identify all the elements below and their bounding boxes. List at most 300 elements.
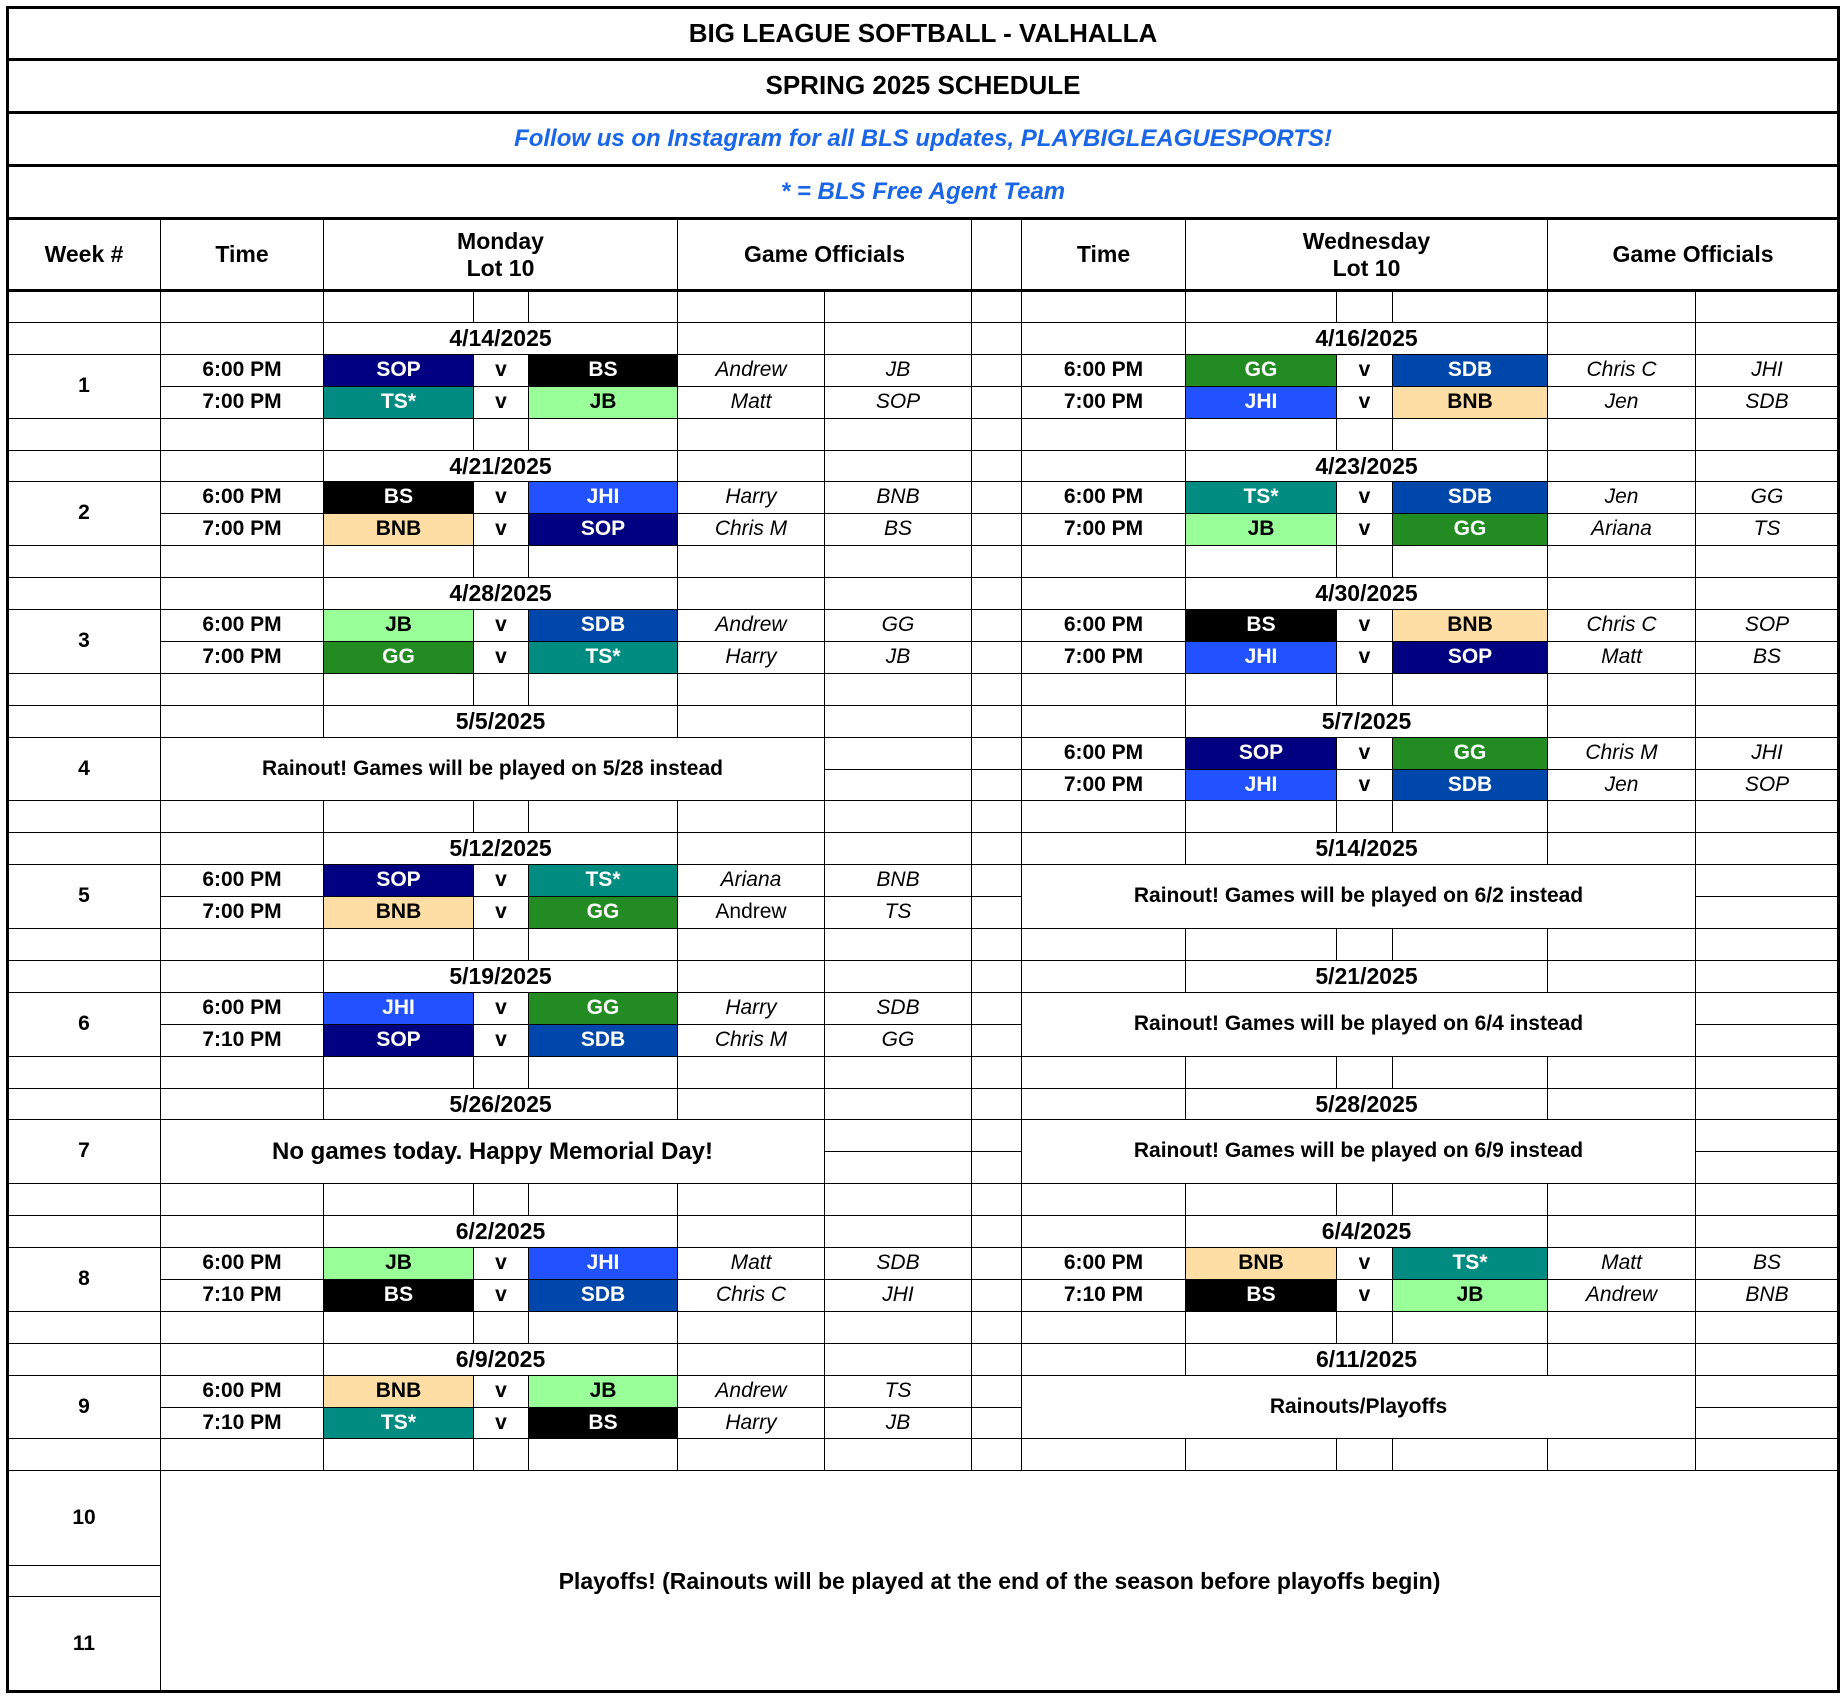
spacer-column <box>971 641 1022 674</box>
monday-date-text: 4/21/2025 <box>449 452 552 479</box>
empty-cell <box>7 928 161 961</box>
empty-cell <box>7 418 161 451</box>
official-team <box>1695 386 1839 419</box>
home-team-text: BNB <box>375 1379 422 1403</box>
versus-label <box>1336 354 1393 387</box>
away-team-text: JB <box>589 1379 617 1403</box>
official-team <box>1695 354 1839 387</box>
away-team <box>528 1024 678 1057</box>
versus-label-text: v <box>495 613 507 637</box>
spacer-column <box>971 1119 1022 1152</box>
empty-cell <box>323 290 474 323</box>
empty-cell <box>473 290 529 323</box>
empty-cell <box>1547 450 1696 482</box>
away-team-text: SOP <box>1447 645 1493 669</box>
empty-cell <box>971 418 1022 451</box>
empty-cell <box>1695 705 1839 738</box>
empty-cell <box>677 1311 825 1344</box>
week-number <box>7 1375 161 1439</box>
week-number-text: 2 <box>78 501 90 525</box>
versus-label-text: v <box>495 358 507 382</box>
home-team <box>1185 737 1337 770</box>
empty-cell <box>1021 545 1186 578</box>
empty-cell <box>7 1343 161 1376</box>
away-team <box>528 513 678 546</box>
empty-cell <box>1185 800 1337 833</box>
empty-cell <box>473 1311 529 1344</box>
monday-date <box>323 577 678 610</box>
away-team <box>528 864 678 897</box>
official-umpire <box>1547 641 1696 674</box>
official-team-text: JHI <box>882 1283 914 1307</box>
empty-cell <box>160 800 324 833</box>
empty-cell <box>1185 928 1337 961</box>
home-team-text: SOP <box>376 358 421 382</box>
official-umpire-text: Andrew <box>715 900 787 924</box>
week-number <box>7 1119 161 1184</box>
empty-cell <box>1547 577 1696 610</box>
versus-label-text: v <box>1358 485 1371 509</box>
versus-label <box>473 1024 529 1057</box>
empty-cell <box>677 1183 825 1216</box>
game-time-text: 6:00 PM <box>202 485 282 509</box>
versus-label-text: v <box>1358 390 1371 414</box>
official-umpire-text: Jen <box>1604 390 1639 414</box>
game-time-text: 7:00 PM <box>1063 517 1144 541</box>
spacer-column <box>971 992 1022 1025</box>
empty-cell <box>160 1438 324 1471</box>
versus-label-text: v <box>1358 358 1371 382</box>
week-number-text: 5 <box>78 884 90 908</box>
empty-cell <box>473 418 529 451</box>
empty-cell <box>1695 577 1839 610</box>
game-time-text: 6:00 PM <box>1063 485 1144 509</box>
game-time-text: 6:00 PM <box>202 1251 282 1275</box>
home-team-text: BNB <box>375 900 422 924</box>
wednesday-date-text: 5/28/2025 <box>1315 1090 1418 1117</box>
game-time <box>1021 609 1186 642</box>
monday-note <box>160 737 825 801</box>
empty-cell <box>528 800 678 833</box>
home-team-text: BS <box>383 485 414 509</box>
away-team-text: TS* <box>585 868 621 892</box>
game-time-text: 6:00 PM <box>202 996 282 1020</box>
home-team <box>323 1375 474 1408</box>
versus-label <box>473 1279 529 1312</box>
home-team-text: JB <box>385 1251 412 1275</box>
official-team-text: BNB <box>876 868 920 892</box>
home-team <box>323 386 474 419</box>
empty-cell <box>323 545 474 578</box>
versus-label <box>473 513 529 546</box>
empty-cell <box>1021 418 1186 451</box>
wednesday-note <box>1021 1119 1696 1184</box>
game-time <box>160 609 324 642</box>
empty-cell <box>1336 418 1393 451</box>
spacer-column <box>971 577 1022 610</box>
empty-cell <box>677 1215 825 1248</box>
wednesday-date-text: 4/16/2025 <box>1315 325 1418 352</box>
empty-cell <box>528 1311 678 1344</box>
game-time <box>1021 1279 1186 1312</box>
official-umpire <box>677 354 825 387</box>
game-time <box>160 1375 324 1408</box>
away-team-text: JHI <box>586 485 620 509</box>
away-team <box>1392 737 1548 770</box>
empty-cell <box>1695 1311 1839 1344</box>
official-umpire <box>1547 513 1696 546</box>
empty-cell <box>824 673 972 706</box>
away-team-text: GG <box>1453 517 1487 541</box>
wednesday-note <box>1021 992 1696 1057</box>
monday-date <box>323 450 678 482</box>
away-team <box>528 1279 678 1312</box>
official-team <box>824 641 972 674</box>
game-time-text: 7:00 PM <box>202 517 282 541</box>
empty-cell <box>160 1183 324 1216</box>
schedule-subtitle <box>7 59 1839 113</box>
game-time <box>160 641 324 674</box>
official-umpire-text: Ariana <box>720 868 782 892</box>
game-time-text: 7:10 PM <box>1063 1283 1144 1307</box>
week-number-text: 11 <box>72 1631 96 1655</box>
game-time <box>1021 641 1186 674</box>
schedule-subtitle-text: SPRING 2025 SCHEDULE <box>765 70 1081 101</box>
empty-cell <box>1547 1311 1696 1344</box>
official-team-text: SDB <box>876 1251 920 1275</box>
empty-cell <box>1392 800 1548 833</box>
empty-cell <box>824 1119 972 1152</box>
spacer-column <box>971 832 1022 865</box>
empty-cell <box>824 800 972 833</box>
official-umpire-text: Andrew <box>715 613 787 637</box>
empty-cell <box>528 1438 678 1471</box>
empty-cell <box>1547 290 1696 323</box>
spacer-column <box>971 864 1022 897</box>
official-team-text: GG <box>1750 485 1784 509</box>
empty-cell <box>1695 1088 1839 1120</box>
empty-cell <box>1695 928 1839 961</box>
empty-cell <box>1547 928 1696 961</box>
official-team <box>824 1247 972 1280</box>
header-wednesday-time <box>1021 218 1186 291</box>
empty-cell <box>160 418 324 451</box>
versus-label-text: v <box>1358 772 1371 796</box>
away-team-text: SDB <box>580 1283 626 1307</box>
spacer-column <box>971 609 1022 642</box>
empty-cell <box>1547 1056 1696 1089</box>
official-umpire <box>677 609 825 642</box>
official-umpire <box>677 992 825 1025</box>
empty-cell <box>677 673 825 706</box>
home-team <box>323 609 474 642</box>
versus-label-text: v <box>1358 645 1371 669</box>
away-team-text: JHI <box>586 1251 620 1275</box>
week-number-text: 8 <box>78 1267 90 1291</box>
official-team <box>824 1375 972 1408</box>
away-team <box>528 1407 678 1439</box>
empty-cell <box>1021 1343 1186 1376</box>
home-team-text: JHI <box>382 996 415 1020</box>
empty-cell <box>1547 1438 1696 1471</box>
official-umpire <box>677 896 825 929</box>
empty-cell <box>1185 1183 1337 1216</box>
official-team <box>824 1024 972 1057</box>
empty-cell <box>677 800 825 833</box>
home-team-text: JHI <box>1244 772 1278 796</box>
empty-cell <box>1185 290 1337 323</box>
empty-cell <box>971 800 1022 833</box>
game-time-text: 6:00 PM <box>202 1379 282 1403</box>
game-time-text: 7:00 PM <box>1063 772 1144 796</box>
empty-cell <box>1695 1183 1839 1216</box>
empty-cell <box>323 1056 474 1089</box>
empty-cell <box>473 800 529 833</box>
official-umpire-text: Chris C <box>1586 358 1657 382</box>
official-team-text: SOP <box>1744 772 1790 796</box>
empty-cell <box>971 928 1022 961</box>
official-team <box>1695 1247 1839 1280</box>
game-time-text: 6:00 PM <box>1063 358 1144 382</box>
empty-cell <box>677 832 825 865</box>
empty-cell <box>677 545 825 578</box>
empty-cell <box>160 450 324 482</box>
monday-date-text: 5/5/2025 <box>455 708 546 735</box>
empty-cell <box>824 1056 972 1089</box>
spacer-column <box>971 354 1022 387</box>
empty-cell <box>824 545 972 578</box>
versus-label <box>473 1407 529 1439</box>
empty-cell <box>160 545 324 578</box>
empty-cell <box>1695 1119 1839 1152</box>
monday-note <box>160 1119 825 1184</box>
official-umpire <box>677 641 825 674</box>
game-time-text: 7:10 PM <box>202 1410 282 1434</box>
game-time <box>160 386 324 419</box>
official-umpire <box>1547 769 1696 801</box>
empty-cell <box>473 1183 529 1216</box>
wednesday-date <box>1185 1343 1548 1376</box>
official-team-text: BNB <box>1745 1283 1789 1307</box>
versus-label <box>473 641 529 674</box>
official-team <box>824 354 972 387</box>
empty-cell <box>1021 1215 1186 1248</box>
away-team <box>528 609 678 642</box>
empty-cell <box>971 545 1022 578</box>
divider <box>7 164 1839 167</box>
wednesday-note-text: Rainouts/Playoffs <box>1269 1394 1448 1418</box>
header-wednesday-officials-text: Game Officials <box>1612 241 1774 268</box>
empty-cell <box>1695 1375 1839 1408</box>
empty-cell <box>1336 1183 1393 1216</box>
home-team <box>1185 1247 1337 1280</box>
empty-cell <box>1695 290 1839 323</box>
empty-cell <box>1336 1438 1393 1471</box>
official-team <box>1695 609 1839 642</box>
wednesday-date-text: 6/4/2025 <box>1321 1218 1412 1245</box>
empty-cell <box>1695 1056 1839 1089</box>
official-umpire-text: Chris M <box>1585 741 1658 765</box>
monday-date <box>323 832 678 865</box>
home-team <box>323 864 474 897</box>
official-umpire-text: Matt <box>730 390 772 414</box>
empty-cell <box>824 450 972 482</box>
empty-cell <box>1547 545 1696 578</box>
away-team <box>1392 481 1548 514</box>
empty-cell <box>824 1311 972 1344</box>
week-number-text: 4 <box>78 756 90 780</box>
official-umpire-text: Jen <box>1604 772 1639 796</box>
empty-cell <box>971 1438 1022 1471</box>
away-team <box>1392 609 1548 642</box>
free-agent-legend-text: * = BLS Free Agent Team <box>780 178 1066 206</box>
empty-cell <box>1185 418 1337 451</box>
empty-cell <box>473 1056 529 1089</box>
empty-cell <box>677 577 825 610</box>
divider <box>7 217 1839 220</box>
empty-cell <box>160 960 324 993</box>
empty-cell <box>1547 418 1696 451</box>
spacer-column <box>971 1215 1022 1248</box>
home-team <box>1185 513 1337 546</box>
official-team-text: JB <box>885 1410 911 1434</box>
empty-cell <box>7 673 161 706</box>
game-time-text: 6:00 PM <box>202 868 282 892</box>
versus-label-text: v <box>1358 1251 1371 1275</box>
empty-cell <box>824 577 972 610</box>
header-monday <box>323 218 678 291</box>
game-time <box>160 481 324 514</box>
empty-cell <box>1336 1056 1393 1089</box>
empty-cell <box>1021 1056 1186 1089</box>
empty-cell <box>824 705 972 738</box>
wednesday-date <box>1185 450 1548 482</box>
monday-date <box>323 1215 678 1248</box>
home-team-text: SOP <box>376 868 421 892</box>
monday-date <box>323 322 678 355</box>
official-team-text: BS <box>1752 645 1781 669</box>
empty-cell <box>677 1056 825 1089</box>
versus-label <box>1336 481 1393 514</box>
empty-cell <box>1392 673 1548 706</box>
empty-cell <box>677 418 825 451</box>
empty-cell <box>323 1183 474 1216</box>
wednesday-date-text: 6/11/2025 <box>1315 1346 1418 1373</box>
versus-label <box>1336 641 1393 674</box>
official-team-text: SOP <box>875 390 921 414</box>
official-team-text: TS <box>884 900 912 924</box>
game-time <box>1021 481 1186 514</box>
spacer-column <box>971 1407 1022 1439</box>
home-team <box>323 481 474 514</box>
empty-cell <box>1695 322 1839 355</box>
away-team <box>1392 1247 1548 1280</box>
game-time <box>160 1279 324 1312</box>
spacer-column <box>971 705 1022 738</box>
official-umpire-text: Chris C <box>715 1283 786 1307</box>
versus-label <box>473 609 529 642</box>
header-monday-officials-text: Game Officials <box>743 241 906 268</box>
empty-cell <box>1021 1438 1186 1471</box>
official-umpire-text: Harry <box>725 485 777 509</box>
wednesday-date <box>1185 705 1548 738</box>
official-umpire-text: Andrew <box>715 358 787 382</box>
versus-label <box>473 1247 529 1280</box>
home-team-text: TS* <box>380 1410 416 1434</box>
monday-date-text: 5/26/2025 <box>449 1090 552 1117</box>
empty-cell <box>1695 450 1839 482</box>
empty-cell <box>1695 1438 1839 1471</box>
empty-cell <box>971 290 1022 323</box>
away-team <box>1392 513 1548 546</box>
empty-cell <box>677 705 825 738</box>
official-umpire <box>677 1247 825 1280</box>
game-time <box>160 896 324 929</box>
empty-cell <box>1021 290 1186 323</box>
week-number-text: 6 <box>78 1012 90 1036</box>
away-team-text: SDB <box>1447 772 1493 796</box>
header-wednesday-officials <box>1547 218 1839 291</box>
official-team <box>824 609 972 642</box>
empty-cell <box>473 673 529 706</box>
empty-cell <box>7 960 161 993</box>
versus-label-text: v <box>495 1410 507 1434</box>
week-number <box>7 737 161 801</box>
empty-cell <box>1695 864 1839 897</box>
game-time-text: 7:10 PM <box>202 1283 282 1307</box>
empty-cell <box>1392 928 1548 961</box>
versus-label <box>1336 386 1393 419</box>
empty-cell <box>1336 800 1393 833</box>
monday-date <box>323 1088 678 1120</box>
spacer-column <box>971 1024 1022 1057</box>
home-team <box>323 641 474 674</box>
wednesday-date-text: 4/23/2025 <box>1315 452 1418 479</box>
home-team <box>323 1407 474 1439</box>
empty-cell <box>160 928 324 961</box>
empty-cell <box>323 928 474 961</box>
empty-cell <box>824 832 972 865</box>
away-team-text: GG <box>586 900 620 924</box>
empty-cell <box>1695 832 1839 865</box>
empty-cell <box>1185 1438 1337 1471</box>
empty-cell <box>1695 1151 1839 1184</box>
official-umpire-text: Chris C <box>1586 613 1657 637</box>
versus-label <box>1336 737 1393 770</box>
empty-cell <box>677 1088 825 1120</box>
official-team <box>824 481 972 514</box>
game-time <box>160 1024 324 1057</box>
versus-label-text: v <box>1358 613 1371 637</box>
empty-cell <box>1695 418 1839 451</box>
empty-cell <box>473 1438 529 1471</box>
monday-note-text: No games today. Happy Memorial Day! <box>272 1137 713 1165</box>
versus-label-text: v <box>1358 741 1371 765</box>
official-team-text: TS <box>1753 517 1781 541</box>
official-team-text: BS <box>1752 1251 1781 1275</box>
official-team <box>824 513 972 546</box>
empty-cell <box>528 1056 678 1089</box>
official-team <box>824 1407 972 1439</box>
empty-cell <box>1547 960 1696 993</box>
spacer-column <box>971 769 1022 801</box>
empty-cell <box>160 1343 324 1376</box>
empty-cell <box>1695 992 1839 1025</box>
empty-cell <box>1021 322 1186 355</box>
empty-cell <box>824 1438 972 1471</box>
empty-cell <box>1695 1024 1839 1057</box>
empty-cell <box>160 673 324 706</box>
